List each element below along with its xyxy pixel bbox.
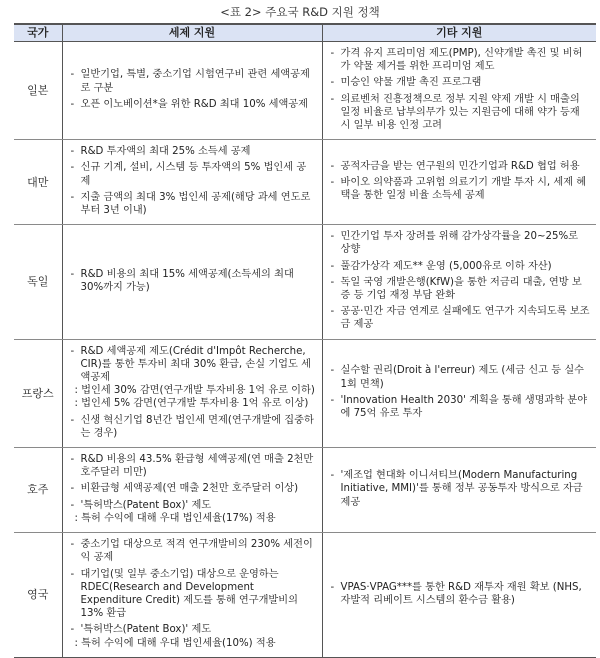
tax-support-cell (62, 225, 322, 339)
list-item-text: 오픈 이노베이션*을 위한 R&D 최대 10% 세액공제 (80, 98, 308, 110)
list-item (329, 176, 591, 202)
list-item-text: 풀감가상각 제도** 운영 (5,000유로 이하 자산) (340, 260, 552, 272)
table-row (14, 42, 596, 140)
tax-support-list (69, 145, 316, 217)
list-item-text: R&D 비용의 최대 15% 세액공제(소득세의 최대 30%까지 가능) (80, 268, 294, 293)
header-other-support: 기타 지원 (322, 24, 596, 42)
tax-support-list (69, 538, 316, 650)
country-cell: 호주 (14, 448, 62, 533)
list-item (329, 364, 591, 390)
other-support-cell (322, 339, 596, 447)
tax-support-cell (62, 533, 322, 658)
list-item (329, 76, 591, 89)
list-item-text: '특허박스(Patent Box)' 제도 (80, 499, 212, 511)
table-row (14, 339, 596, 447)
list-item-text: R&D 세액공제 제도(Crédit d'Impôt Recherche, CIR)를 통한 투자비 최대 30% 환급, 손실 기업도 세액공제 (80, 345, 311, 384)
other-support-cell (322, 140, 596, 225)
list-item (69, 345, 316, 411)
table-row (14, 533, 596, 658)
list-item (69, 482, 316, 495)
list-item (69, 568, 316, 621)
tax-support-list (69, 268, 316, 294)
list-item-text: 공공·민간 자금 연계로 실패에도 연구가 지속되도록 보조금 제공 (340, 306, 590, 331)
other-support-cell (322, 448, 596, 533)
table-row (14, 225, 596, 339)
list-item (69, 538, 316, 564)
list-item-text: VPAS·VPAG***를 통한 R&D 재투자 재원 확보 (NHS, 자발적 리베이트 시스템의 환수금 활용) (340, 581, 582, 606)
list-item-text: 바이오 의약품과 고위험 의료기기 개발 투자 시, 세제 혜택을 통한 일정 비율 소득세 공제 (340, 177, 587, 202)
list-item-text: 가격 유지 프리미엄 제도(PMP), 신약개발 촉진 및 비허가 약물 제거를 위한 프리미엄 제도 (340, 48, 583, 73)
list-item-text: 신생 혁신기업 8년간 법인세 면제(연구개발에 집중하는 경우) (80, 414, 314, 439)
list-item-text: 공적자금을 받는 연구원의 민간기업과 R&D 협업 허용 (340, 160, 580, 172)
list-item-text: 대기업(및 일부 중소기업) 대상으로 운영하는 RDEC(Research and Development Expenditure Credit) 제도를 통해 연구개발비의 13% 환급 (80, 568, 298, 620)
list-item-text: 실수할 권리(Droit à l'erreur) 제도 (세금 신고 등 실수 1회 면책) (340, 365, 584, 390)
list-item-text: 비환급형 세액공제(연 매출 2천만 호주달러 이상) (80, 483, 299, 495)
list-item-text: R&D 비용의 43.5% 환급형 세액공제(연 매출 2천만 호주달러 미만) (80, 454, 314, 479)
table-header-row (14, 24, 596, 42)
list-subitem-text: : 특허 수익에 대해 우대 법인세율(17%) 적용 (74, 512, 276, 524)
list-item (329, 394, 591, 420)
list-item (69, 191, 316, 217)
country-cell: 대만 (14, 140, 62, 225)
tax-support-list (69, 68, 316, 111)
country-cell: 독일 (14, 225, 62, 339)
list-item-text: 민간기업 투자 장려를 위해 감가상각률을 20~25%로 상향 (340, 231, 578, 256)
tax-support-cell (62, 339, 322, 447)
tax-support-list (69, 345, 316, 440)
tax-support-list (69, 453, 316, 525)
other-support-list (329, 160, 591, 203)
list-item-text: '특허박스(Patent Box)' 제도 (80, 624, 212, 636)
list-item-text: 'Innovation Health 2030' 계획을 통해 생명과학 분야에 75억 유로 투자 (340, 394, 588, 420)
list-item (329, 469, 591, 509)
table-caption: <표 2> 주요국 R&D 지원 정책 (220, 5, 380, 19)
list-item (329, 160, 591, 173)
other-support-cell (322, 533, 596, 658)
other-support-list (329, 47, 591, 132)
other-support-list (329, 581, 591, 607)
country-cell: 일본 (14, 42, 62, 140)
list-item (329, 260, 591, 273)
list-item (69, 268, 316, 294)
table-row (14, 448, 596, 533)
other-support-cell (322, 225, 596, 339)
list-item (329, 93, 591, 133)
list-item (329, 276, 591, 302)
list-subitem-text: : 법인세 30% 감면(연구개발 투자비용 1억 유로 이하) (74, 385, 315, 397)
tax-support-cell (62, 140, 322, 225)
list-item-text: 독일 국영 개발은행(KfW)을 통한 저금리 대출, 연방 보증 등 기업 재정 부담 완화 (340, 276, 582, 302)
list-item-text: 신규 기계, 설비, 시스템 등 투자액의 5% 법인세 공제 (80, 162, 307, 187)
list-item (329, 305, 591, 331)
header-country: 국가 (14, 24, 62, 42)
other-support-list (329, 469, 591, 509)
list-item-text: '제조업 현대화 이니셔티브(Modern Manufacturing Initiative, MMI)'를 통해 정부 공동투자 방식으로 자금 제공 (340, 470, 583, 508)
list-item (69, 161, 316, 187)
list-item (329, 230, 591, 256)
list-item-text: 미승인 약물 개발 촉진 프로그램 (340, 77, 482, 89)
header-tax-support: 세제 지원 (62, 24, 322, 42)
list-item-text: R&D 투자액의 최대 25% 소득세 공제 (80, 146, 251, 158)
tax-support-cell (62, 42, 322, 140)
list-item-text: 일반기업, 특별, 중소기업 시험연구비 관련 세액공제로 구분 (80, 69, 310, 94)
list-item (69, 453, 316, 479)
list-item (69, 623, 316, 649)
other-support-list (329, 364, 591, 420)
list-item-text: 지출 금액의 최대 3% 법인세 공제(해당 과세 연도로부터 3년 이내) (80, 191, 311, 217)
rd-policy-table (14, 23, 596, 658)
list-subitem-text: : 법인세 5% 감면(연구개발 투자비용 1억 유로 이상) (74, 398, 309, 410)
other-support-list (329, 230, 591, 331)
tax-support-cell (62, 448, 322, 533)
list-item (69, 499, 316, 525)
list-item (69, 98, 316, 111)
list-item (69, 414, 316, 440)
footnote-cutoff (20, 614, 590, 620)
other-support-cell (322, 42, 596, 140)
list-subitem-text: : 특허 수익에 대해 우대 법인세율(10%) 적용 (74, 637, 276, 649)
list-item (69, 145, 316, 158)
list-item-text: 의료벤처 진흥정책으로 정부 지원 약제 개발 시 매출의 일정 비율로 납부의무가 있는 지원금에 대해 약가 등재 시 일부 비용 인정 고려 (340, 93, 580, 132)
list-item (329, 581, 591, 607)
list-item (69, 68, 316, 94)
table-row (14, 140, 596, 225)
list-item (329, 47, 591, 73)
country-cell: 영국 (14, 533, 62, 658)
list-item-text: 중소기업 대상으로 적격 연구개발비의 230% 세전이익 공제 (80, 539, 313, 564)
country-cell: 프랑스 (14, 339, 62, 447)
